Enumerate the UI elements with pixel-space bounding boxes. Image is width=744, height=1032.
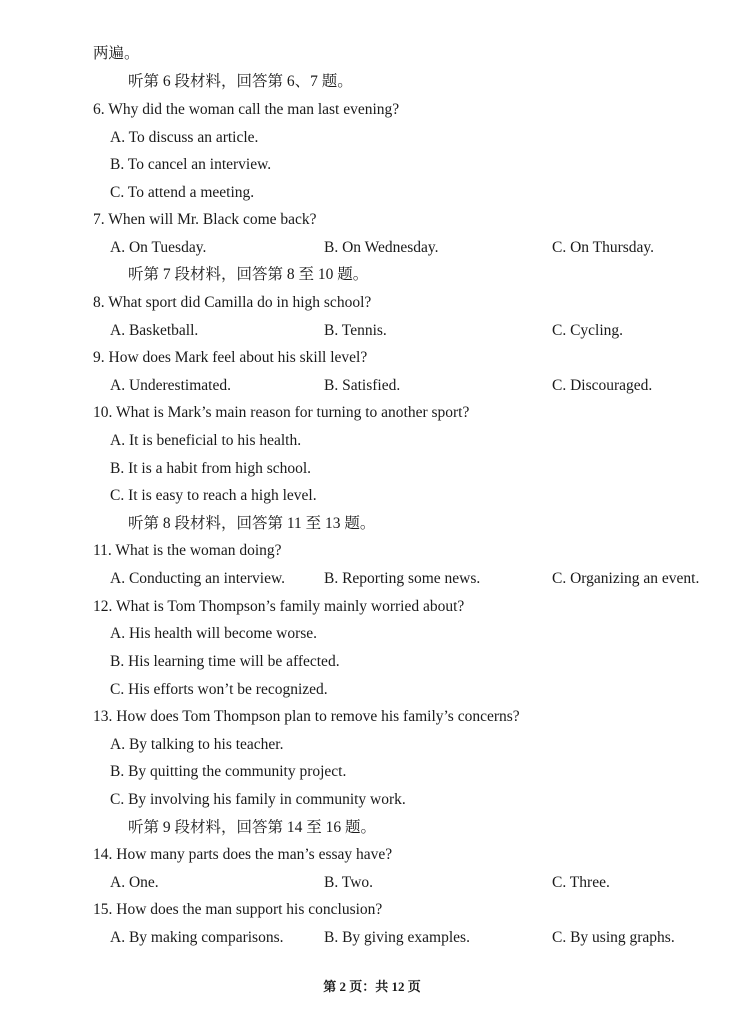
question-6: 6. Why did the woman call the man last evening? [93, 101, 400, 118]
section-instruction-9: 听第 9 段材料，回答第 14 至 16 题。 [128, 819, 377, 836]
page-footer: 第 2 页：共 12 页 [323, 979, 421, 994]
question-10-option-c: C. It is easy to reach a high level. [110, 487, 317, 504]
question-14-option-b: B. Two. [324, 874, 374, 891]
question-10-option-b: B. It is a habit from high school. [110, 460, 312, 477]
question-14: 14. How many parts does the man’s essay have? [93, 846, 393, 863]
question-11: 11. What is the woman doing? [93, 542, 282, 559]
question-10-option-a: A. It is beneficial to his health. [110, 432, 302, 449]
question-7-option-a: A. On Tuesday. [110, 239, 207, 256]
section-instruction-7: 听第 7 段材料，回答第 8 至 10 题。 [128, 266, 369, 283]
question-7-option-c: C. On Thursday. [552, 239, 655, 256]
question-7-option-b: B. On Wednesday. [324, 239, 439, 256]
question-6-option-c: C. To attend a meeting. [110, 184, 255, 201]
question-7: 7. When will Mr. Black come back? [93, 211, 317, 228]
question-11-option-a: A. Conducting an interview. [110, 570, 286, 587]
question-13-option-c: C. By involving his family in community work. [110, 791, 406, 808]
question-13-option-b: B. By quitting the community project. [110, 763, 347, 780]
question-10: 10. What is Mark’s main reason for turning to another sport? [93, 404, 470, 421]
question-8-option-a: A. Basketball. [110, 322, 199, 339]
question-9-option-c: C. Discouraged. [552, 377, 653, 394]
question-14-option-c: C. Three. [552, 874, 610, 891]
question-6-option-a: A. To discuss an article. [110, 129, 259, 146]
question-13-option-a: A. By talking to his teacher. [110, 736, 284, 753]
continued-instruction: 两遍。 [93, 45, 140, 62]
question-8: 8. What sport did Camilla do in high school? [93, 294, 372, 311]
question-12-option-a: A. His health will become worse. [110, 625, 318, 642]
question-8-option-b: B. Tennis. [324, 322, 387, 339]
section-instruction-8: 听第 8 段材料，回答第 11 至 13 题。 [128, 515, 376, 532]
question-15-option-a: A. By making comparisons. [110, 929, 284, 946]
question-11-option-c: C. Organizing an event. [552, 570, 700, 587]
question-12-option-c: C. His efforts won’t be recognized. [110, 681, 328, 698]
question-9-option-b: B. Satisfied. [324, 377, 401, 394]
question-9: 9. How does Mark feel about his skill level? [93, 349, 368, 366]
question-14-option-a: A. One. [110, 874, 159, 891]
question-15-option-c: C. By using graphs. [552, 929, 675, 946]
question-8-option-c: C. Cycling. [552, 322, 624, 339]
question-6-option-b: B. To cancel an interview. [110, 156, 272, 173]
question-15-option-b: B. By giving examples. [324, 929, 470, 946]
question-9-option-a: A. Underestimated. [110, 377, 231, 394]
question-12-option-b: B. His learning time will be affected. [110, 653, 340, 670]
question-12: 12. What is Tom Thompson’s family mainly worried about? [93, 598, 465, 615]
question-15: 15. How does the man support his conclusion? [93, 901, 383, 918]
section-instruction-6: 听第 6 段材料，回答第 6、7 题。 [128, 73, 353, 90]
question-11-option-b: B. Reporting some news. [324, 570, 481, 587]
question-13: 13. How does Tom Thompson plan to remove his family’s concerns? [93, 708, 520, 725]
